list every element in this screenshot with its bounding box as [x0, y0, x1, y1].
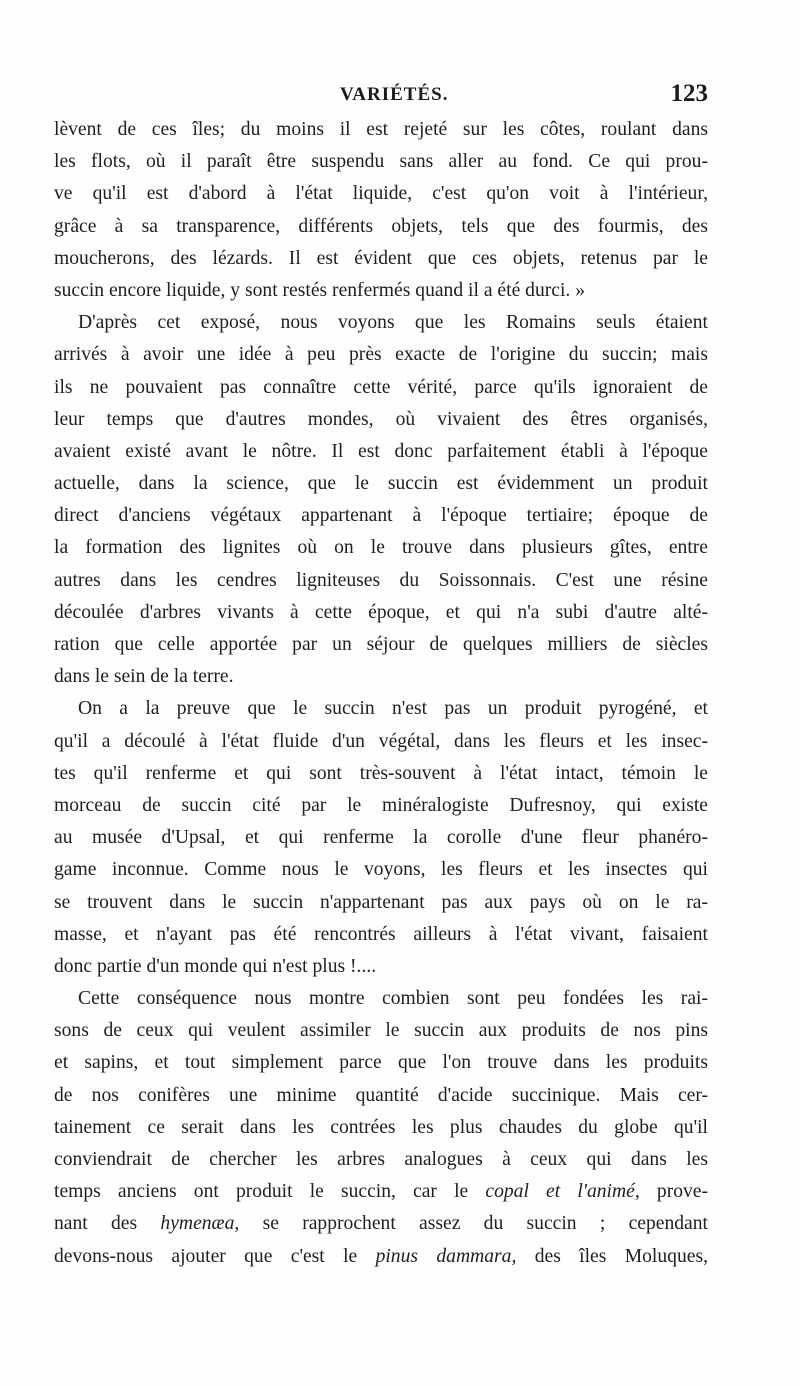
- text-line: morceau de succin cité par le minéralogiste Dufresnoy, qui existe: [54, 794, 708, 816]
- text-line: arrivés à avoir une idée à peu près exacte de l'origine du succin; mais: [54, 344, 708, 366]
- text-run: temps anciens ont produit le succin, car le: [54, 1181, 469, 1203]
- text-line: la formation des lignites où on le trouve dans plusieurs gîtes, entre: [54, 537, 708, 559]
- text-line: direct d'anciens végétaux appartenant à l'époque tertiaire; époque de: [54, 505, 708, 527]
- text-line: lèvent de ces îles; du moins il est rejeté sur les côtes, roulant dans: [54, 119, 708, 140]
- text-line: ve qu'il est d'abord à l'état liquide, c'est qu'on voit à l'intérieur,: [54, 183, 708, 205]
- text-line: sons de ceux qui veulent assimiler le succin aux produits de nos pins: [54, 1020, 708, 1042]
- italic-run: hymenæa,: [160, 1213, 240, 1235]
- text-line: succin encore liquide, y sont restés renfermés quand il a été durci. »: [54, 279, 586, 301]
- text-line: moucherons, des lézards. Il est évident que ces objets, retenus par le: [54, 247, 708, 269]
- text-line: avaient existé avant le nôtre. Il est donc parfaitement établi à l'époque: [54, 440, 708, 462]
- text-line: tainement ce serait dans les contrées les plus chaudes du globe qu'il: [54, 1116, 708, 1138]
- page-number: 123: [670, 80, 708, 107]
- text-run: nant des: [54, 1213, 138, 1235]
- text-line: et sapins, et tout simplement parce que l'on trouve dans les produits: [54, 1052, 708, 1074]
- page-header: [58, 80, 708, 108]
- running-title: VARIÉTÉS.: [340, 84, 449, 105]
- text-line: au musée d'Upsal, et qui renferme la corolle d'une fleur phanéro-: [54, 827, 708, 849]
- paragraph-start: On a la preuve que le succin n'est pas un produit pyrogéné, et: [78, 698, 708, 720]
- paragraph-start: Cette conséquence nous montre combien sont peu fondées les rai-: [78, 988, 708, 1010]
- text-run: des îles Moluques,: [534, 1245, 708, 1267]
- text-line: les flots, où il paraît être suspendu sans aller au fond. Ce qui prou-: [54, 151, 708, 173]
- text-line: game inconnue. Comme nous le voyons, les fleurs et les insectes qui: [54, 859, 708, 881]
- text-line: dans le sein de la terre.: [54, 666, 234, 688]
- text-run: prove-: [656, 1181, 708, 1203]
- text-line: donc partie d'un monde qui n'est plus !....: [54, 955, 377, 977]
- paragraph-start: D'après cet exposé, nous voyons que les Romains seuls étaient: [78, 312, 708, 334]
- text-line: [54, 1208, 708, 1240]
- text-line: découlée d'arbres vivants à cette époque, et qui n'a subi d'autre alté-: [54, 601, 708, 623]
- text-line: [54, 1241, 708, 1273]
- text-line: ils ne pouvaient pas connaître cette vérité, parce qu'ils ignoraient de: [54, 376, 708, 398]
- text-line: de nos conifères une minime quantité d'acide succinique. Mais cer-: [54, 1084, 708, 1106]
- text-line: qu'il a découlé à l'état fluide d'un végétal, dans les fleurs et les insec-: [54, 730, 708, 752]
- text-line: tes qu'il renferme et qui sont très-souvent à l'état intact, témoin le: [54, 762, 708, 784]
- text-run: se rapprochent assez du succin ; cependant: [262, 1213, 708, 1235]
- italic-run: copal et: [485, 1181, 561, 1203]
- text-line: se trouvent dans le succin n'appartenant pas aux pays où on le ra-: [54, 891, 708, 913]
- text-line: ration que celle apportée par un séjour de quelques milliers de siècles: [54, 634, 708, 655]
- italic-run: l'animé,: [577, 1181, 640, 1203]
- text-line: actuelle, dans la science, que le succin est évidemment un produit: [54, 473, 708, 495]
- italic-run: pinus dammara,: [375, 1245, 517, 1267]
- text-line: [54, 1176, 708, 1208]
- text-run: devons-nous ajouter que c'est le: [54, 1245, 358, 1267]
- text-line: grâce à sa transparence, différents objets, tels que des fourmis, des: [54, 215, 708, 237]
- text-line: autres dans les cendres ligniteuses du Soissonnais. C'est une résine: [54, 569, 708, 591]
- text-line: masse, et n'ayant pas été rencontrés ailleurs à l'état vivant, faisaient: [54, 923, 708, 945]
- text-line: leur temps que d'autres mondes, où vivaient des êtres organisés,: [54, 408, 708, 430]
- text-line: conviendrait de chercher les arbres analogues à ceux qui dans les: [54, 1149, 708, 1170]
- body-text: [54, 114, 708, 1273]
